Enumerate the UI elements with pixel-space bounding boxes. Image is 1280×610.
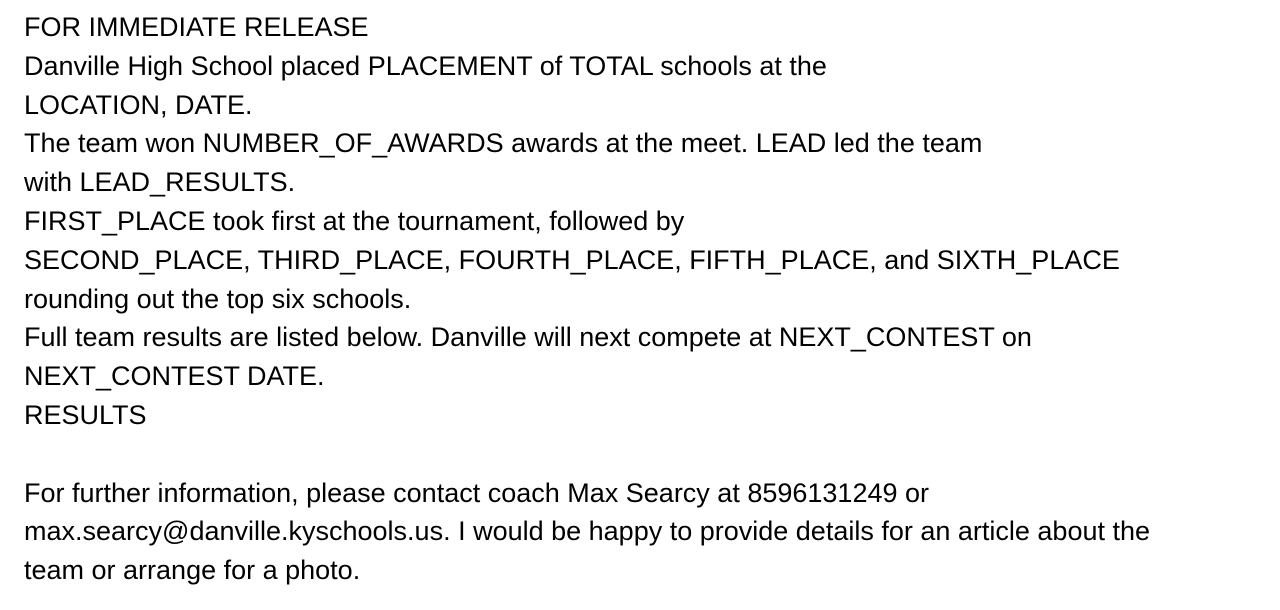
contact-line-3: team or arrange for a photo. xyxy=(24,555,361,586)
top-schools-paragraph xyxy=(24,202,1264,318)
top-schools-line-2: SECOND_PLACE, THIRD_PLACE, FOURTH_PLACE, FIFTH_PLACE, and SIXTH_PLACE xyxy=(24,244,1120,275)
next-contest-paragraph xyxy=(24,318,1264,396)
results-label: RESULTS xyxy=(24,399,147,430)
top-schools-line-1: FIRST_PLACE took first at the tournament, followed by xyxy=(24,205,685,236)
press-release-document xyxy=(24,8,1264,590)
awards-paragraph xyxy=(24,124,1264,202)
placement-paragraph xyxy=(24,47,1264,125)
placement-line-2: LOCATION, DATE. xyxy=(24,89,253,120)
next-contest-line-1: Full team results are listed below. Danville will next compete at NEXT_CONTEST on xyxy=(24,322,1032,353)
awards-line-2: with LEAD_RESULTS. xyxy=(24,167,296,198)
release-heading: FOR IMMEDIATE RELEASE xyxy=(24,12,369,42)
contact-line-1: For further information, please contact coach Max Searcy at 8596131249 or xyxy=(24,477,930,508)
awards-line-1: The team won NUMBER_OF_AWARDS awards at the meet. LEAD led the team xyxy=(24,128,983,159)
contact-paragraph xyxy=(24,474,1264,590)
top-schools-line-3: rounding out the top six schools. xyxy=(24,283,412,314)
next-contest-line-2: NEXT_CONTEST DATE. xyxy=(24,361,325,392)
placement-line-1: Danville High School placed PLACEMENT of TOTAL schools at the xyxy=(24,50,827,81)
contact-line-2: max.searcy@danville.kyschools.us. I would be happy to provide details for an article about the xyxy=(24,516,1151,547)
blank-line xyxy=(24,435,1264,474)
